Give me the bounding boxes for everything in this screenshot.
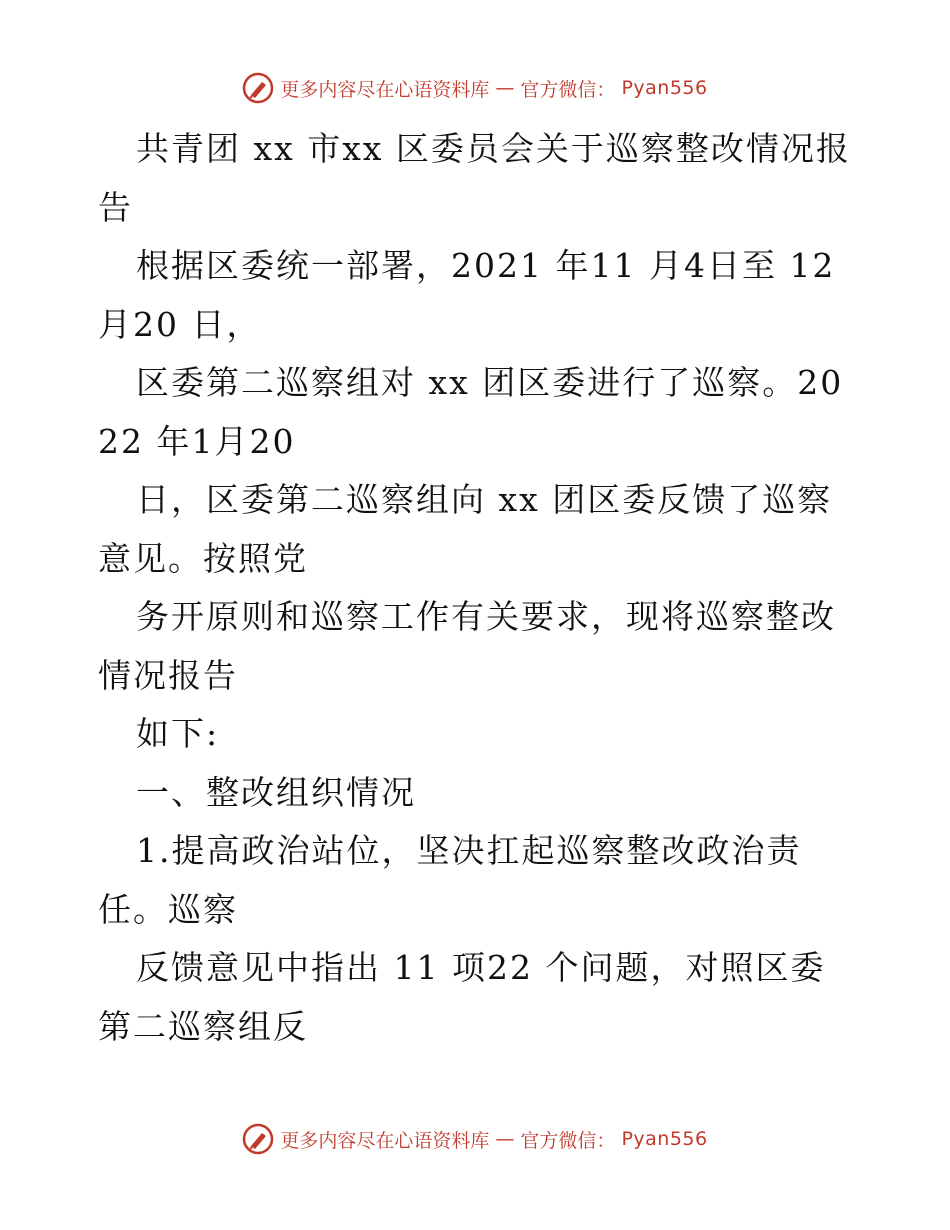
watermark-wechat-label: 官方微信： <box>520 78 616 101</box>
watermark-dash: — <box>495 77 515 99</box>
section-heading: 一、整改组织情况 <box>136 772 416 812</box>
pen-logo-icon <box>242 72 274 104</box>
pen-logo-icon <box>242 1123 274 1155</box>
watermark-footer <box>0 1123 950 1155</box>
paragraph: 日，区委第二巡察组向 xx 团区委反馈了巡察意见。按照党 <box>98 480 833 578</box>
watermark-dash: — <box>495 1128 515 1150</box>
document-title: 共青团 xx 市xx 区委员会关于巡察整改情况报告 <box>98 129 851 227</box>
paragraph: 如下: <box>136 714 220 753</box>
watermark-handle: Pyan556 <box>621 1128 708 1150</box>
watermark-main-text: 更多内容尽在心语资料库 <box>280 78 490 101</box>
paragraph: 反馈意见中指出 11 项22 个问题，对照区委第二巡察组反 <box>98 948 826 1046</box>
watermark-handle: Pyan556 <box>621 77 708 99</box>
watermark-main-text: 更多内容尽在心语资料库 <box>280 1129 490 1152</box>
paragraph: 根据区委统一部署，2021 年11 月4日至 12 月20 日， <box>98 246 836 344</box>
paragraph: 务开原则和巡察工作有关要求，现将巡察整改情况报告 <box>98 597 836 695</box>
paragraph: 区委第二巡察组对 xx 团区委进行了巡察。2022 年1月20 <box>98 363 844 461</box>
watermark-header <box>0 72 950 104</box>
watermark-wechat-label: 官方微信： <box>520 1129 616 1152</box>
paragraph: 1.提高政治站位，坚决扛起巡察整改政治责任。巡察 <box>98 831 802 929</box>
document-body <box>98 120 858 1056</box>
